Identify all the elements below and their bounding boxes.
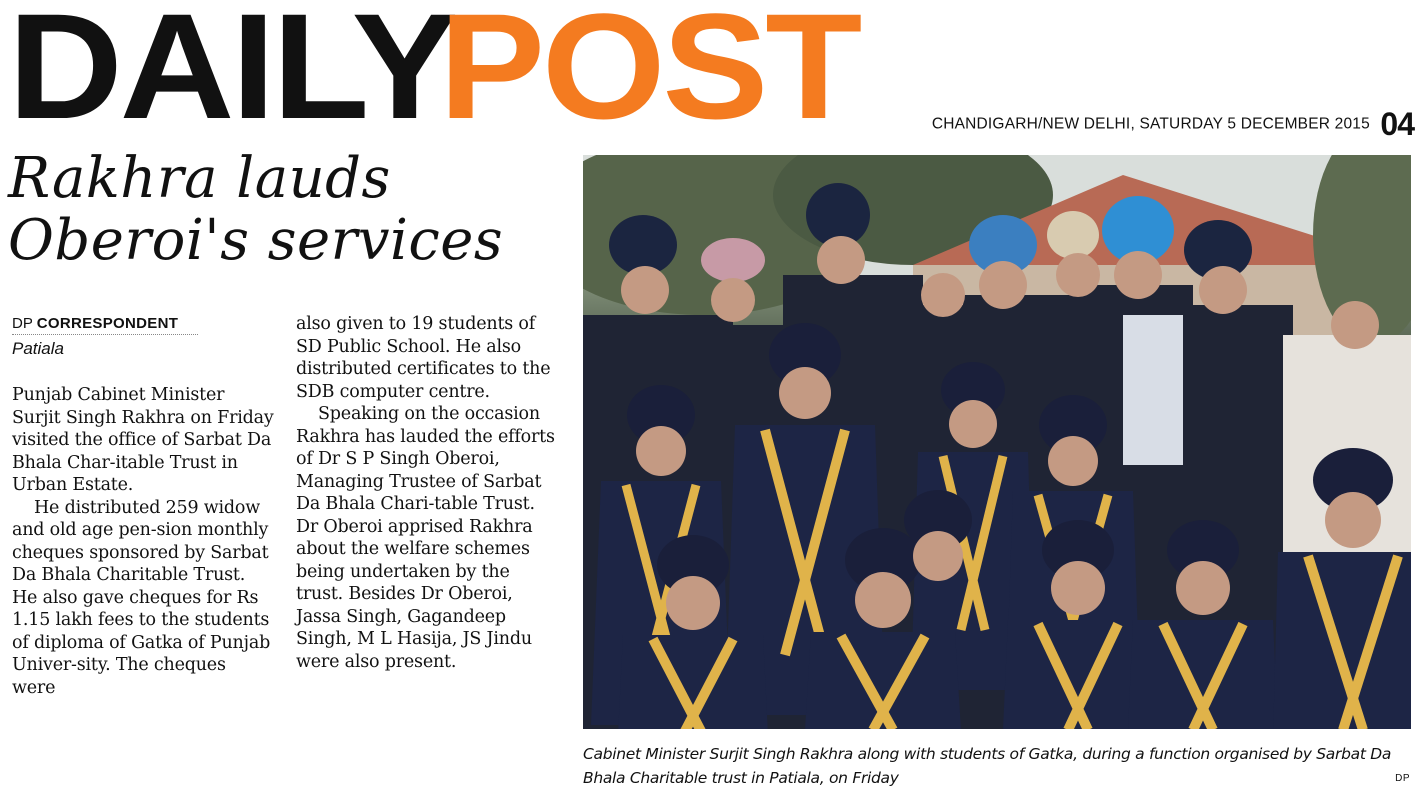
article-headline: Rakhra lauds Oberoi's services <box>8 146 504 273</box>
masthead-post: POST <box>439 0 860 150</box>
page-number: 04 <box>1380 106 1414 142</box>
photo-illustration <box>583 155 1411 729</box>
byline-prefix: DP <box>12 315 33 332</box>
byline <box>12 315 198 359</box>
photo-credit: DP <box>1395 773 1410 784</box>
article-column-1 <box>12 384 274 699</box>
article-paragraph: Punjab Cabinet Minister Surjit Singh Rakhra on Friday visited the office of Sarbat Da Bhala Char-itable Trust in Urban Estate. <box>12 385 274 495</box>
byline-author <box>12 315 198 335</box>
masthead-dateline <box>932 106 1414 143</box>
dateline-text: CHANDIGARH/NEW DELHI, SATURDAY 5 DECEMBER 2015 <box>931 115 1370 133</box>
masthead-logo <box>8 0 860 150</box>
news-photo <box>583 155 1411 729</box>
article-column-2 <box>296 313 562 673</box>
article-paragraph: He distributed 259 widow and old age pen-sion monthly cheques sponsored by Sarbat Da Bhala Charitable Trust. He also gave cheques for Rs 1.15 lakh fees to the students of diploma of Gatka of Punjab Univer-sity. The cheques were <box>12 497 271 698</box>
byline-role: CORRESPONDENT <box>36 315 179 332</box>
masthead-daily: DAILY <box>8 0 455 150</box>
article-paragraph: also given to 19 students of SD Public School. He also distributed certificates to the SDB computer centre. <box>296 314 551 402</box>
photo-caption: Cabinet Minister Surjit Singh Rakhra along with students of Gatka, during a function organised by Sarbat Da Bhala Charitable trust in Patiala, on Friday <box>583 745 1392 787</box>
article-paragraph: Speaking on the occasion Rakhra has lauded the efforts of Dr S P Singh Oberoi, Managing Trustee of Sarbat Da Bhala Chari-table Trust. Dr Oberoi apprised Rakhra about the welfare schemes being undertaken by the trust. Besides Dr Oberoi, Jassa Singh, Gagandeep Singh, M L Hasija, JS Jindu were also present. <box>296 404 555 672</box>
byline-place: Patiala <box>12 339 64 358</box>
